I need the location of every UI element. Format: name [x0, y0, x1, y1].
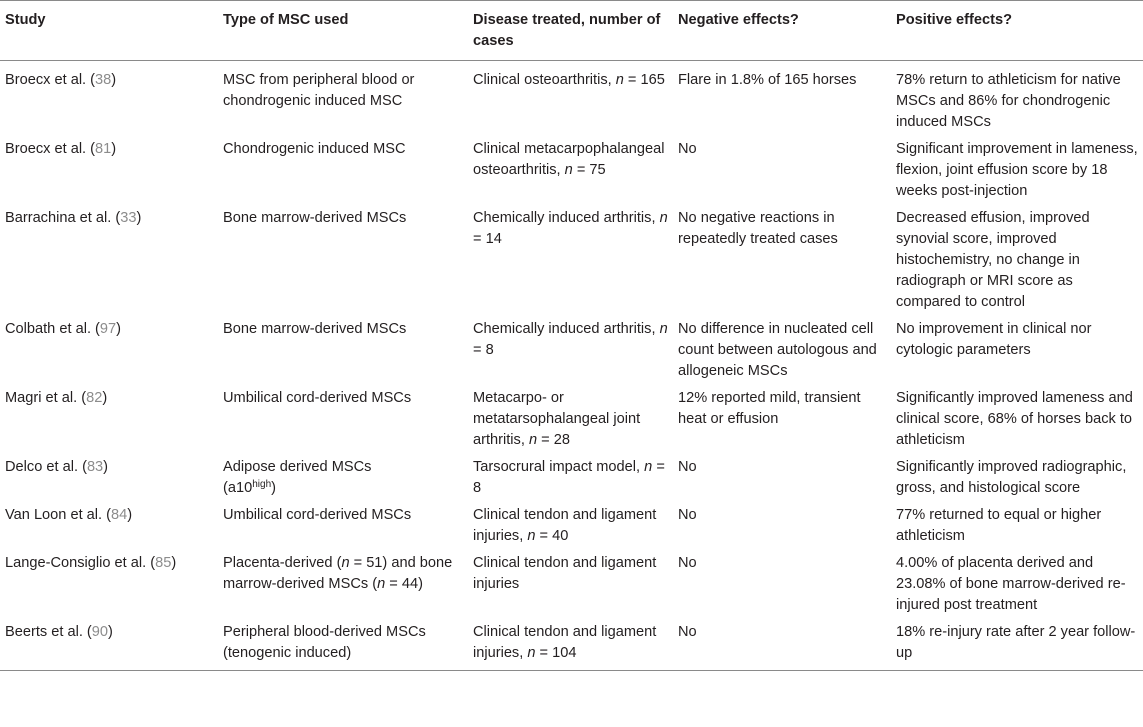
- disease-cell: Clinical tendon and ligament injuries, n = 40: [473, 507, 657, 544]
- disease-cell: Metacarpo- or metatarsophalangeal joint arthritis, n = 28: [473, 390, 641, 448]
- negative-cell: No: [678, 141, 697, 157]
- table-row: [0, 61, 1143, 138]
- table-row: [0, 551, 1143, 620]
- msc-cell: Placenta-derived (n = 51) and bone marrow-derived MSCs (n = 44): [223, 555, 453, 592]
- positive-cell: Decreased effusion, improved synovial score, improved histochemistry, no change in radiograph or MRI score as compared to control: [896, 210, 1090, 310]
- negative-cell: No: [678, 507, 697, 523]
- header-row: [0, 1, 1143, 61]
- positive-cell: 78% return to athleticism for native MSCs and 86% for chondrogenic induced MSCs: [896, 72, 1121, 130]
- study-cell: Magri et al. (82): [5, 390, 108, 406]
- study-cell: Van Loon et al. (84): [5, 507, 133, 523]
- positive-cell: Significantly improved lameness and clinical score, 68% of horses back to athleticism: [896, 390, 1133, 448]
- table-row: [0, 386, 1143, 455]
- negative-cell: No: [673, 620, 891, 671]
- study-cell: Barrachina et al. (33): [5, 210, 142, 226]
- positive-cell: 77% returned to equal or higher athleticism: [896, 507, 1102, 544]
- positive-cell: Significant improvement in lameness, flexion, joint effusion score by 18 weeks post-injection: [896, 141, 1138, 199]
- table-row: [0, 620, 1143, 671]
- positive-cell: 4.00% of placenta derived and 23.08% of bone marrow-derived re-injured post treatment: [896, 555, 1126, 613]
- msc-cell: Peripheral blood-derived MSCs (tenogenic induced): [218, 620, 468, 671]
- negative-cell: No negative reactions in repeatedly treated cases: [678, 210, 838, 247]
- reference-link[interactable]: 84: [111, 507, 128, 523]
- header-msc-type: Type of MSC used: [218, 1, 468, 61]
- study-cell: Delco et al. (83): [5, 459, 109, 475]
- study-author: Delco et al.: [5, 459, 79, 475]
- negative-cell: No: [678, 459, 697, 475]
- study-author: Colbath et al.: [5, 321, 91, 337]
- reference-link[interactable]: 90: [91, 624, 109, 640]
- study-author: Magri et al.: [5, 390, 78, 406]
- table-row: [0, 206, 1143, 317]
- study-cell: Beerts et al. (90): [0, 620, 218, 671]
- reference-link[interactable]: 81: [95, 141, 112, 157]
- positive-cell: Significantly improved radiographic, gross, and histological score: [896, 459, 1127, 496]
- msc-cell: Bone marrow-derived MSCs: [223, 321, 407, 337]
- study-cell: Broecx et al. (38): [5, 72, 117, 88]
- msc-cell: Bone marrow-derived MSCs: [223, 210, 407, 226]
- disease-cell: Chemically induced arthritis, n = 8: [473, 321, 668, 358]
- header-negative: Negative effects?: [673, 1, 891, 61]
- study-cell: Broecx et al. (81): [5, 141, 117, 157]
- reference-link[interactable]: 82: [86, 390, 103, 406]
- positive-cell: No improvement in clinical nor cytologic parameters: [896, 321, 1092, 358]
- study-author: Broecx et al.: [5, 141, 87, 157]
- disease-cell: Chemically induced arthritis, n = 14: [473, 210, 668, 247]
- reference-link[interactable]: 38: [95, 72, 112, 88]
- study-author: Beerts et al.: [5, 624, 83, 640]
- negative-cell: Flare in 1.8% of 165 horses: [678, 72, 857, 88]
- table-row: [0, 455, 1143, 503]
- study-author: Van Loon et al.: [5, 507, 103, 523]
- reference-link[interactable]: 83: [86, 459, 104, 475]
- msc-cell: MSC from peripheral blood or chondrogenic induced MSC: [223, 72, 415, 109]
- header-positive: Positive effects?: [891, 1, 1143, 61]
- reference-link[interactable]: 33: [120, 210, 137, 226]
- study-author: Lange-Consiglio et al.: [5, 555, 147, 571]
- msc-cell: Chondrogenic induced MSC: [223, 141, 406, 157]
- table-row: [0, 503, 1143, 551]
- disease-cell: Clinical tendon and ligament injuries, n = 104: [468, 620, 673, 671]
- table-row: [0, 317, 1143, 386]
- header-disease: Disease treated, number of cases: [468, 1, 673, 61]
- positive-cell: 18% re-injury rate after 2 year follow-up: [891, 620, 1143, 671]
- msc-cell: Adipose derived MSCs $(a10^{high})$: [223, 459, 372, 496]
- study-author: Broecx et al.: [5, 72, 87, 88]
- study-cell: Colbath et al. (97): [5, 321, 122, 337]
- msc-cell: Umbilical cord-derived MSCs: [223, 507, 412, 523]
- negative-cell: No: [678, 555, 697, 571]
- disease-cell: Tarsocrural impact model, n = 8: [473, 459, 665, 496]
- negative-cell: No difference in nucleated cell count between autologous and allogeneic MSCs: [678, 321, 877, 379]
- msc-cell: Umbilical cord-derived MSCs: [223, 390, 412, 406]
- negative-cell: 12% reported mild, transient heat or effusion: [678, 390, 861, 427]
- study-author: Barrachina et al.: [5, 210, 112, 226]
- disease-cell: Clinical metacarpophalangeal osteoarthritis, n = 75: [473, 141, 665, 178]
- reference-link[interactable]: 85: [155, 555, 172, 571]
- header-study: Study: [0, 1, 218, 61]
- disease-cell: Clinical tendon and ligament injuries: [473, 555, 657, 592]
- reference-link[interactable]: 97: [99, 321, 117, 337]
- table-row: [0, 137, 1143, 206]
- disease-cell: Clinical osteoarthritis, n = 165: [473, 72, 665, 88]
- study-cell: Lange-Consiglio et al. (85): [5, 555, 177, 571]
